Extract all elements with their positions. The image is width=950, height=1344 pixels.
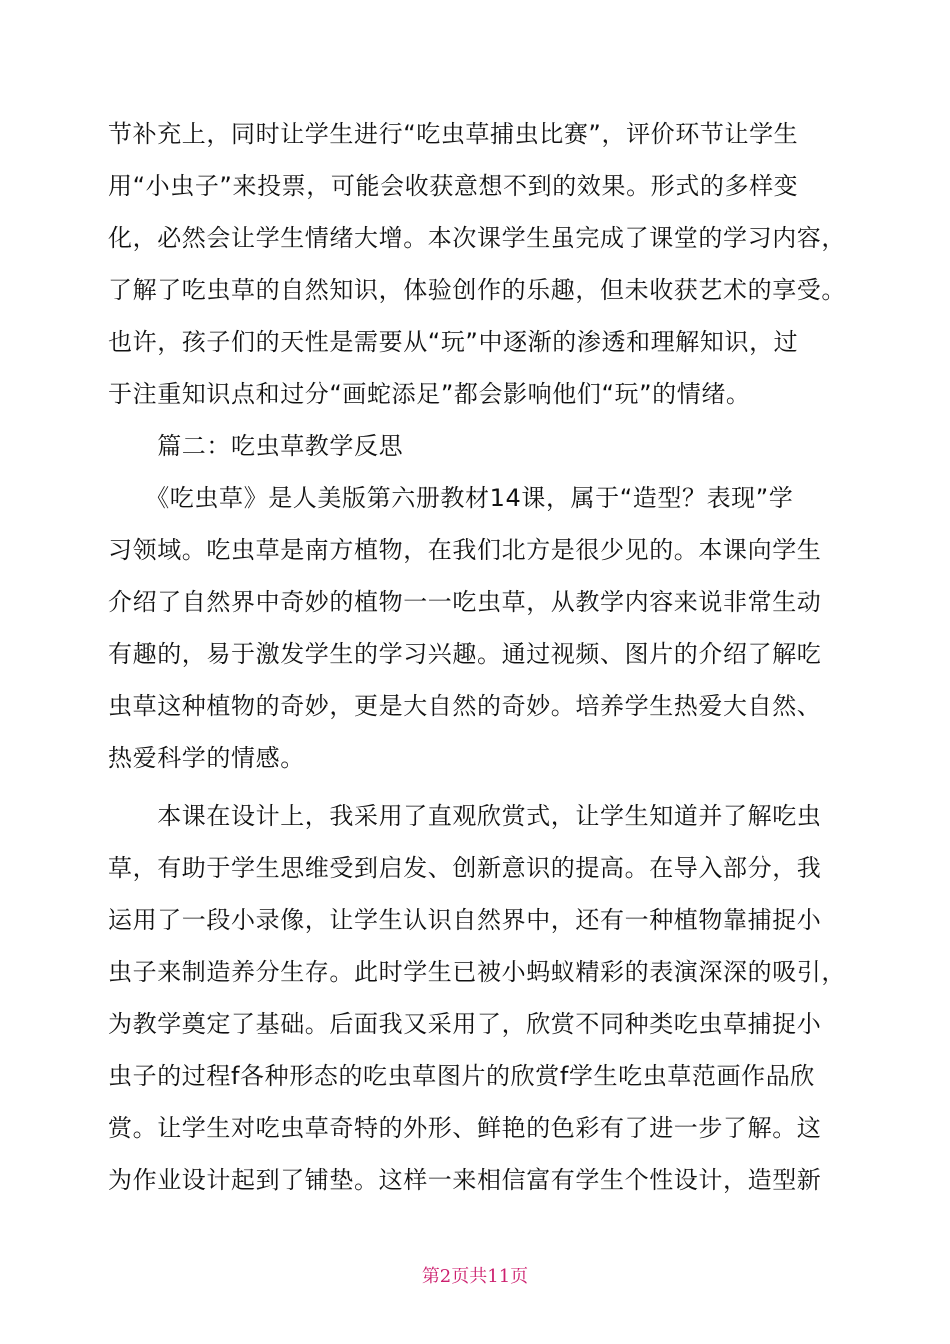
document-body — [108, 108, 852, 1206]
text-line: 赏。让学生对吃虫草奇特的外形、鲜艳的色彩有了进一步了解。这 — [108, 1114, 822, 1142]
text-line: 本课在设计上，我采用了直观欣赏式，让学生知道并了解吃虫 — [108, 802, 822, 830]
section-heading: 篇二：吃虫草教学反思 — [108, 432, 404, 460]
text-line: 虫子来制造养分生存。此时学生已被小蚂蚁精彩的表演深深的吸引， — [108, 958, 846, 986]
text-line: 了解了吃虫草的自然知识，体验创作的乐趣，但未收获艺术的享受。 — [108, 276, 846, 304]
text-line: 草，有助于学生思维受到启发、创新意识的提高。在导入部分，我 — [108, 854, 822, 882]
text-line: 用“小虫子”来投票，可能会收获意想不到的效果。形式的多样变 — [108, 172, 799, 200]
text-line: 也许，孩子们的天性是需要从“玩”中逐渐的渗透和理解知识，过 — [108, 328, 799, 356]
text-line: 于注重知识点和过分“画蛇添足”都会影响他们“玩”的情绪。 — [108, 380, 751, 408]
text-line: 习领域。吃虫草是南方植物，在我们北方是很少见的。本课向学生 — [108, 536, 822, 564]
text-line: 为教学奠定了基础。后面我又采用了，欣赏不同种类吃虫草捕捉小 — [108, 1010, 822, 1038]
text-line: 为作业设计起到了铺垫。这样一来相信富有学生个性设计，造型新 — [108, 1166, 822, 1194]
text-line: 《吃虫草》是人美版第六册教材14课，属于“造型？表现”学 — [108, 484, 794, 512]
page-number-footer: 第2页共11页 — [421, 1266, 529, 1287]
text-line: 化，必然会让学生情绪大增。本次课学生虽完成了课堂的学习内容， — [108, 224, 846, 252]
text-line: 虫草这种植物的奇妙，更是大自然的奇妙。培养学生热爱大自然、 — [108, 692, 822, 720]
text-line: 有趣的，易于激发学生的学习兴趣。通过视频、图片的介绍了解吃 — [108, 640, 822, 668]
text-line: 节补充上，同时让学生进行“吃虫草捕虫比赛”，评价环节让学生 — [108, 120, 799, 148]
text-line: 介绍了自然界中奇妙的植物一一吃虫草，从教学内容来说非常生动 — [108, 588, 822, 616]
text-line: 热爱科学的情感。 — [108, 744, 305, 772]
text-line: 虫子的过程f各种形态的吃虫草图片的欣赏f学生吃虫草范画作品欣 — [108, 1062, 815, 1090]
text-line: 运用了一段小录像，让学生认识自然界中，还有一种植物靠捕捉小 — [108, 906, 822, 934]
